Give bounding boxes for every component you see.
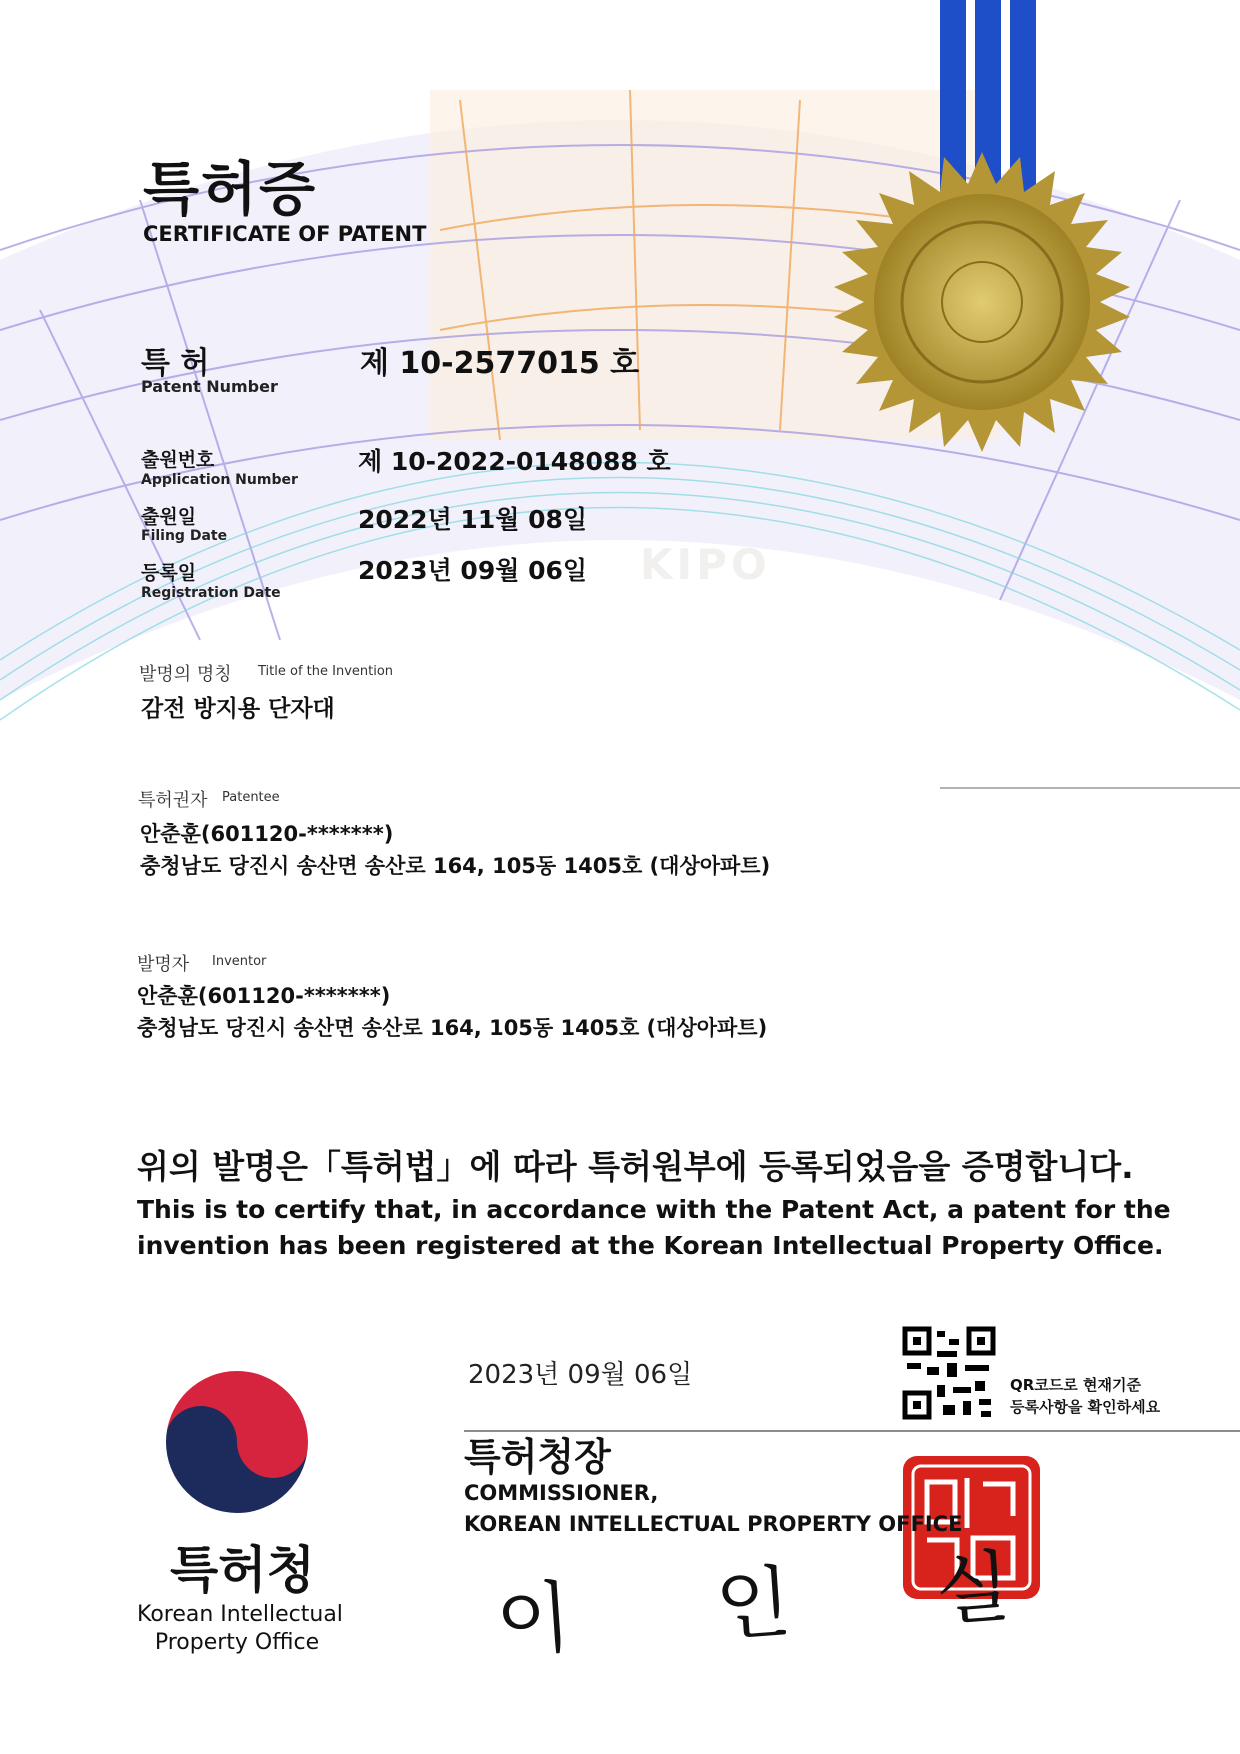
patentee-address: 충청남도 당진시 송산면 송산로 164, 105동 1405호 (대상아파트) (140, 854, 771, 878)
office-name-en-1: Korean Intellectual (137, 1602, 343, 1627)
patent-number-label-en: Patent Number (141, 377, 278, 396)
certification-statement-en-1: This is to certify that, in accordance with the Patent Act, a patent for the (137, 1195, 1171, 1224)
application-number-label: 출원번호 (141, 449, 215, 471)
signer-title-en-1: COMMISSIONER, (464, 1481, 659, 1505)
qr-caption-2: 등록사항을 확인하세요 (1010, 1398, 1161, 1416)
certification-statement-ko: 위의 발명은「특허법」에 따라 특허원부에 등록되었음을 증명합니다. (137, 1147, 1134, 1186)
certification-statement-en-2: invention has been registered at the Korean Intellectual Property Office. (137, 1231, 1164, 1260)
registration-date-label-en: Registration Date (141, 585, 281, 601)
certificate-title-ko: 특허증 (143, 155, 318, 223)
registration-date-label: 등록일 (141, 562, 197, 584)
invention-title-value: 감전 방지용 단자대 (141, 696, 335, 722)
patentee-label-en: Patentee (222, 790, 280, 805)
filing-date-label: 출원일 (141, 506, 197, 528)
issue-date: 2023년 09월 06일 (468, 1360, 693, 1390)
patent-number-label: 특 허 (141, 346, 210, 381)
signature: 이 인 실 (493, 1538, 1074, 1668)
filing-date-label-en: Filing Date (141, 528, 228, 544)
application-number-value: 제 10-2022-0148088 호 (358, 447, 671, 476)
invention-title-label: 발명의 명칭 (139, 664, 232, 685)
qr-code (903, 1327, 995, 1419)
inventor-label-en: Inventor (212, 954, 267, 969)
certificate-title-en: CERTIFICATE OF PATENT (143, 222, 427, 246)
inventor-name: 안춘훈(601120-*******) (137, 984, 391, 1008)
invention-title-label-en: Title of the Invention (258, 664, 394, 679)
office-name-en-2: Property Office (154, 1630, 320, 1655)
patentee-label: 특허권자 (138, 790, 208, 811)
registration-date-value: 2023년 09월 06일 (358, 556, 588, 585)
application-number-label-en: Application Number (141, 472, 298, 488)
signer-title-ko: 특허청장 (464, 1435, 611, 1479)
qr-caption-1: QR코드로 현재기준 (1010, 1376, 1141, 1394)
inventor-label: 발명자 (137, 954, 190, 975)
logo-symbol (165, 1370, 309, 1514)
signer-title-en-2: KOREAN INTELLECTUAL PROPERTY OFFICE (464, 1512, 963, 1536)
inventor-address: 충청남도 당진시 송산면 송산로 164, 105동 1405호 (대상아파트) (137, 1016, 768, 1040)
watermark: KIPO (640, 540, 771, 589)
patentee-name: 안춘훈(601120-*******) (140, 822, 394, 846)
patent-number-value: 제 10-2577015 호 (360, 346, 640, 381)
filing-date-value: 2022년 11월 08일 (358, 505, 588, 534)
office-name-ko: 특허청 (170, 1541, 315, 1599)
